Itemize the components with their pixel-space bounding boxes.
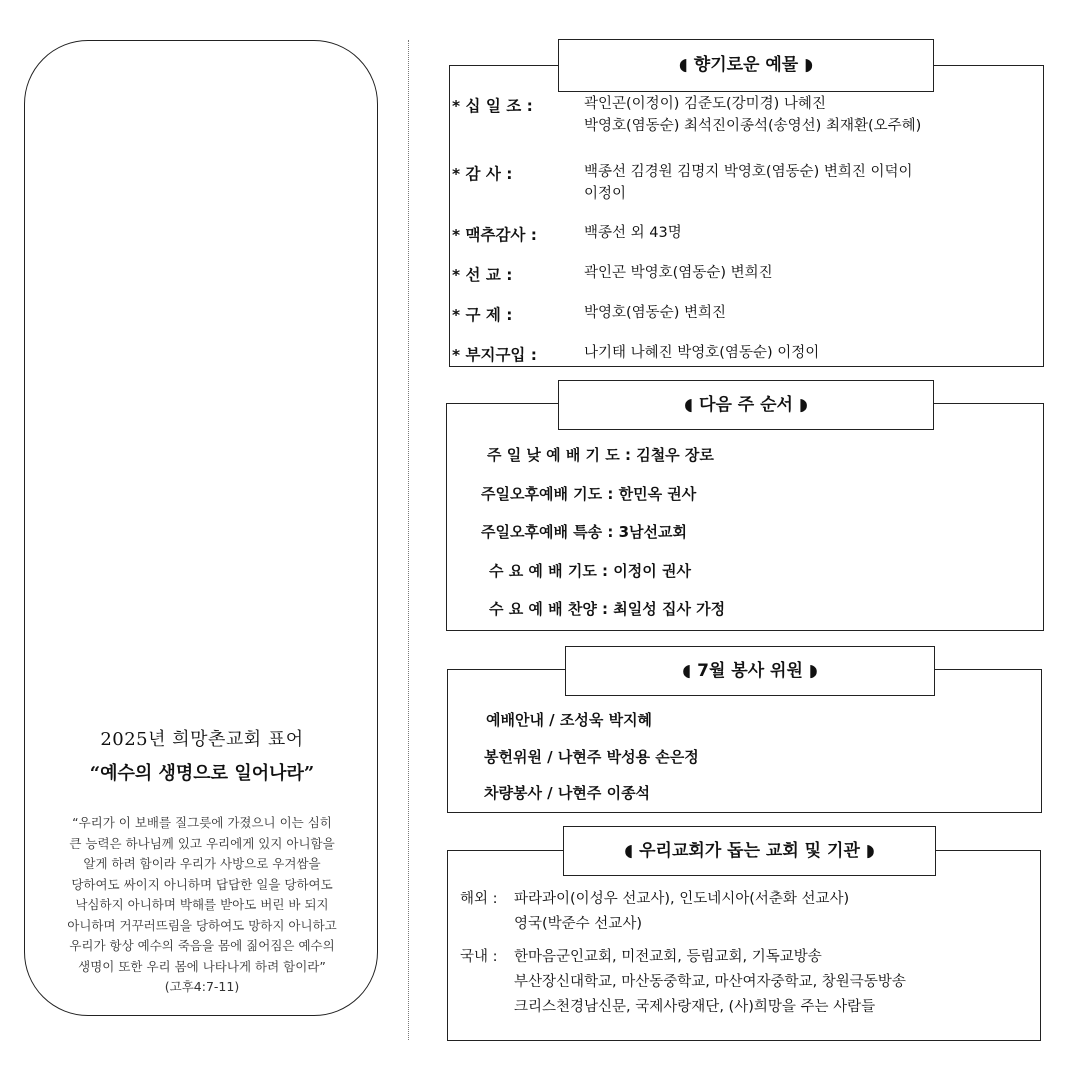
overseas-label: 해외 : [460, 891, 498, 907]
offering-names-tithe: 곽인곤(이정이) 김준도(강미경) 나혜진 박영호(염동순) 최석진이종석(송영선) 최재환(오주혜) [584, 96, 922, 134]
next-week-row: 주일오후예배 기도 : 한민옥 권사 [481, 485, 697, 503]
offering-label-land: * 부지구입 : [452, 346, 537, 364]
next-week-section [446, 403, 1044, 631]
verse-line: 생명이 또한 우리 몸에 나타나게 하려 함이라” [78, 958, 326, 974]
supported-title: ◖ 우리교회가 돕는 교회 및 기관 ◗ [563, 826, 936, 876]
verse-reference: (고후4:7-11) [164, 979, 240, 994]
offering-label-relief: * 구 제 : [452, 306, 513, 324]
verse-line: 알게 하려 함이라 우리가 사방으로 우겨쌈을 [83, 856, 321, 871]
offering-names-land: 나기태 나혜진 박영호(염동순) 이정이 [584, 345, 820, 361]
july-service-title: ◖ 7월 봉사 위원 ◗ [565, 646, 935, 696]
next-week-row: 주일오후예배 특송 : 3남선교회 [481, 523, 687, 541]
bible-verse [27, 813, 377, 998]
domestic-list: 한마음군인교회, 미전교회, 등림교회, 기독교방송 부산장신대학교, 마산동중학교, 마산여자중학교, 창원극동방송 크리스천경남신문, 국제사랑재단, (사)희망을 주는 사람들 [514, 949, 906, 1015]
offering-label-thanks: * 감 사 : [452, 165, 513, 183]
fold-divider [408, 40, 409, 1040]
domestic-label: 국내 : [460, 949, 498, 965]
motto-card [24, 40, 378, 1016]
offering-names-relief: 박영호(염동순) 변희진 [584, 305, 726, 321]
offering-names-thanks: 백종선 김경원 김명지 박영호(염동순) 변희진 이덕이 이정이 [584, 164, 913, 202]
service-row-vehicle: 차량봉사 / 나현주 이종석 [484, 784, 651, 802]
overseas-list: 파라과이(이성우 선교사), 인도네시아(서춘화 선교사) 영국(박준수 선교사) [514, 891, 850, 932]
verse-line: 우리가 항상 예수의 죽음을 몸에 짊어짐은 예수의 [69, 938, 335, 953]
motto-title: 2025년 희망촌교회 표어 [100, 729, 304, 750]
offerings-section [449, 65, 1044, 367]
next-week-title: ◖ 다음 주 순서 ◗ [558, 380, 934, 430]
offering-names-mission: 곽인곤 박영호(염동순) 변희진 [584, 265, 773, 281]
next-week-row: 주 일 낮 예 배 기 도 : 김철우 장로 [487, 446, 714, 464]
service-row-usher: 예배안내 / 조성욱 박지혜 [486, 711, 653, 729]
supported-section [447, 850, 1041, 1041]
offering-label-harvest: * 맥추감사 : [452, 226, 537, 244]
verse-line: 큰 능력은 하나님께 있고 우리에게 있지 아니함을 [69, 835, 335, 851]
verse-line: 낙심하지 아니하며 박해를 받아도 버린 바 되지 [75, 897, 329, 912]
offering-label-tithe: * 십 일 조 : [452, 97, 533, 115]
offering-names-harvest: 백종선 외 43명 [584, 225, 682, 241]
verse-line: “우리가 이 보배를 질그릇에 가졌으니 이는 심히 [72, 815, 332, 830]
next-week-row: 수 요 예 배 기도 : 이정이 권사 [489, 562, 691, 580]
motto-subtitle: “예수의 생명으로 일어나라” [89, 763, 315, 784]
next-week-row: 수 요 예 배 찬양 : 최일성 집사 가정 [489, 600, 726, 618]
verse-line: 당하여도 싸이지 아니하며 답답한 일을 당하여도 [71, 876, 333, 892]
service-row-offering: 봉헌위원 / 나현주 박성용 손은정 [484, 748, 699, 766]
offerings-title: ◖ 향기로운 예물 ◗ [558, 39, 934, 92]
verse-line: 아니하며 거꾸러뜨림을 당하여도 망하지 아니하고 [67, 917, 337, 933]
offering-label-mission: * 선 교 : [452, 266, 513, 284]
